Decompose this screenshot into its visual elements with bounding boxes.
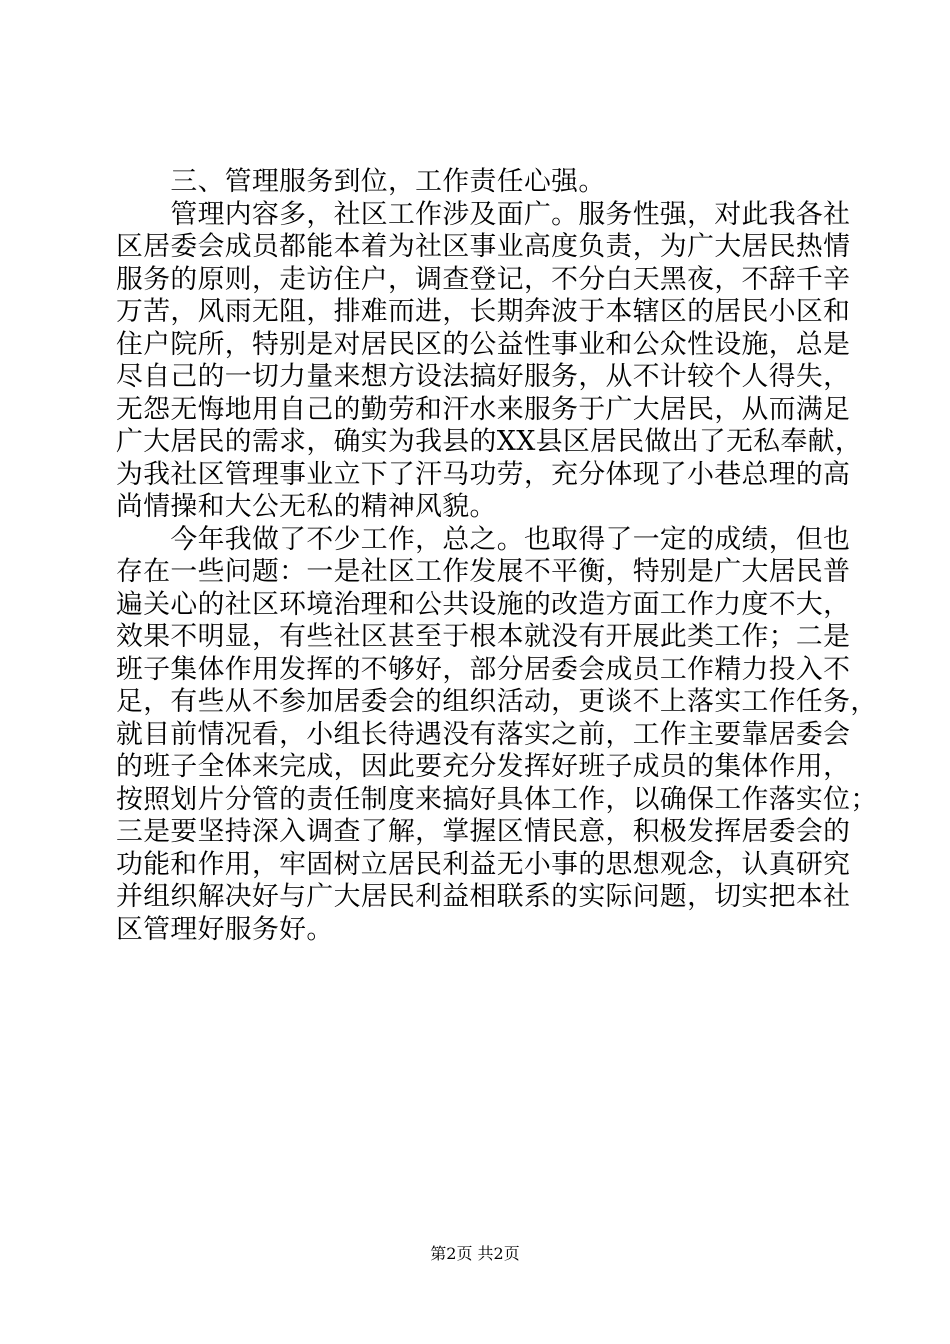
text-line: 班子集体作用发挥的不够好，部分居委会成员工作精力投入不: [116, 653, 851, 685]
text-line: 功能和作用，牢固树立居民利益无小事的思想观念，认真研究: [116, 848, 851, 880]
text-line: 服务的原则，走访住户，调查登记，不分白天黑夜，不辞千辛: [116, 263, 851, 295]
text-line: 遍关心的社区环境治理和公共设施的改造方面工作力度不大，: [116, 588, 851, 620]
text-line: 的班子全体来完成，因此要充分发挥好班子成员的集体作用，: [116, 751, 851, 782]
text-line: 住户院所，特别是对居民区的公益性事业和公众性设施，总是: [116, 328, 851, 360]
text-line: 万苦，风雨无阻，排难而进，长期奔波于本辖区的居民小区和: [116, 296, 851, 327]
text-line: 足，有些从不参加居委会的组织活动，更谈不上落实工作任务，: [116, 686, 878, 717]
text-line: 存在一些问题：一是社区工作发展不平衡，特别是广大居民普: [116, 556, 851, 587]
text-line: 就目前情况看，小组长待遇没有落实之前，工作主要靠居委会: [116, 718, 851, 750]
page-footer: [0, 1244, 950, 1264]
text-line: 效果不明显，有些社区甚至于根本就没有开展此类工作；二是: [116, 621, 851, 652]
text-line: 三、管理服务到位，工作责任心强。: [116, 166, 606, 197]
text-line: 三是要坚持深入调查了解，掌握区情民意，积极发挥居委会的: [116, 816, 851, 847]
text-line: 并组织解决好与广大居民利益相联系的实际问题，切实把本社: [116, 881, 851, 912]
text-line: 尚情操和大公无私的精神风貌。: [116, 491, 497, 522]
text-line: 广大居民的需求，确实为我县的XX县区居民做出了无私奉献，: [116, 426, 863, 457]
text-line: 为我社区管理事业立下了汗马功劳，充分体现了小巷总理的高: [116, 458, 851, 490]
document-body: [116, 166, 878, 946]
text-line: 无怨无悔地用自己的勤劳和汗水来服务于广大居民，从而满足: [116, 393, 851, 425]
text-line: 区管理好服务好。: [116, 913, 334, 945]
text-line: 按照划片分管的责任制度来搞好具体工作，以确保工作落实位；: [116, 783, 878, 815]
text-line: 管理内容多，社区工作涉及面广。服务性强，对此我各社: [116, 198, 851, 230]
page-number-label: 第2页 共2页: [430, 1244, 520, 1263]
text-line: 今年我做了不少工作，总之。也取得了一定的成绩，但也: [116, 523, 851, 555]
text-line: 尽自己的一切力量来想方设法搞好服务，从不计较个人得失，: [116, 361, 851, 392]
text-line: 区居委会成员都能本着为社区事业高度负责，为广大居民热情: [116, 231, 851, 262]
